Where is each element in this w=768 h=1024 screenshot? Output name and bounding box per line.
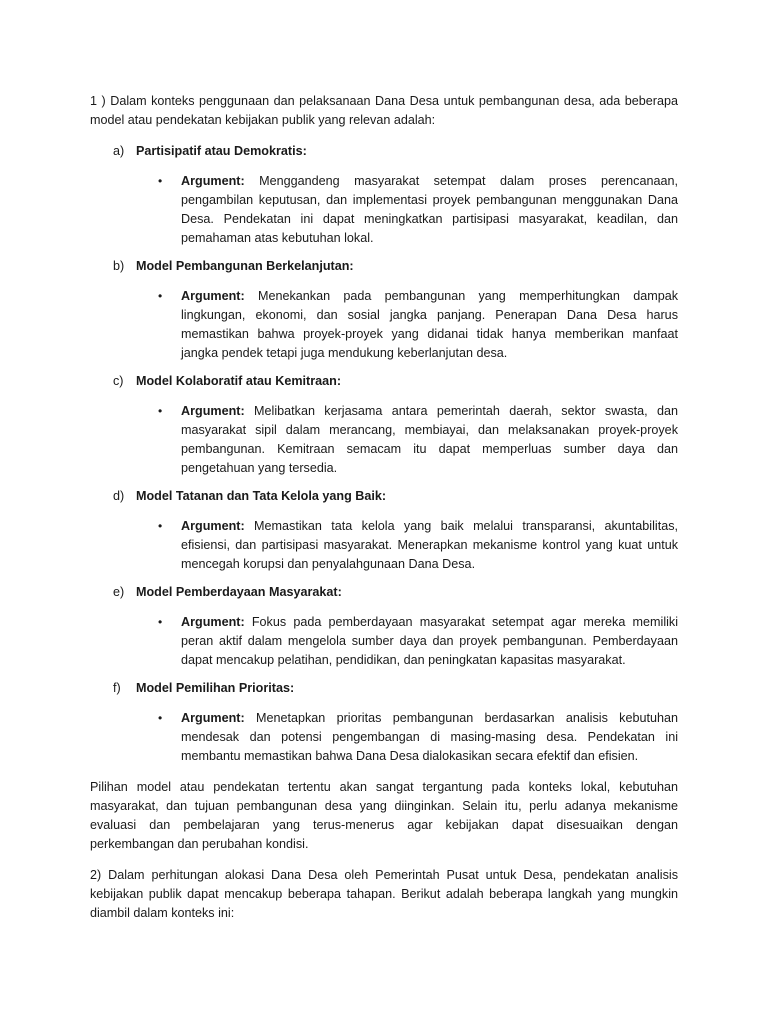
- model-title: Model Kolaboratif atau Kemitraan:: [136, 374, 342, 388]
- model-title: Model Tatanan dan Tata Kelola yang Baik:: [136, 489, 387, 503]
- argument-item-b: [90, 287, 678, 363]
- document-page: [90, 92, 678, 935]
- model-heading-f: [90, 679, 678, 698]
- argument-item-d: [90, 517, 678, 574]
- intro-paragraph: 1 ) Dalam konteks penggunaan dan pelaksanaan Dana Desa untuk pembangunan desa, ada beberapa model atau pendekatan kebijakan publik yang relevan adalah:: [90, 94, 678, 127]
- model-letter: f): [113, 681, 121, 695]
- argument-text: Melibatkan kerjasama antara pemerintah daerah, sektor swasta, dan masyarakat sipil dalam merancang, membiayai, dan melaksanakan proyek-proyek pembangunan. Kemitraan semacam itu dapat memperluas sumber daya dan pengetahuan yang tersedia.: [181, 404, 679, 475]
- bullet-icon: •: [158, 404, 163, 418]
- model-letter: c): [113, 374, 124, 388]
- argument-label: Argument:: [181, 404, 245, 418]
- argument-item-a: [90, 172, 678, 248]
- bullet-icon: •: [158, 615, 163, 629]
- argument-item-f: [90, 709, 678, 766]
- model-title: Model Pembangunan Berkelanjutan:: [136, 259, 354, 273]
- model-title: Model Pemilihan Prioritas:: [136, 681, 295, 695]
- model-letter: d): [113, 489, 125, 503]
- argument-text: Menekankan pada pembangunan yang memperhitungkan dampak lingkungan, ekonomi, dan sosial jangka panjang. Penerapan Dana Desa harus memastikan bahwa proyek-proyek yang didanai tidak hanya memberikan manfaat jangka pendek tetapi juga mendukung keberlanjutan desa.: [181, 289, 678, 360]
- argument-text: Menggandeng masyarakat setempat dalam proses perencanaan, pengambilan keputusan, dan implementasi proyek pembangunan menggunakan Dana Desa. Pendekatan ini dapat meningkatkan partisipasi masyarakat, keadilan, dan pemahaman atas kebutuhan lokal.: [181, 174, 679, 245]
- section-2-paragraph: 2) Dalam perhitungan alokasi Dana Desa oleh Pemerintah Pusat untuk Desa, pendekatan analisis kebijakan publik dapat mencakup beberapa tahapan. Berikut adalah beberapa langkah yang mungkin diambil dalam konteks ini:: [90, 868, 678, 920]
- bullet-icon: •: [158, 711, 163, 725]
- model-letter: e): [113, 585, 125, 599]
- argument-item-c: [90, 402, 678, 478]
- argument-label: Argument:: [181, 174, 245, 188]
- closing-paragraph: Pilihan model atau pendekatan tertentu akan sangat tergantung pada konteks lokal, kebutuhan masyarakat, dan tujuan pembangunan desa yang diinginkan. Selain itu, perlu adanya mekanisme evaluasi dan pembelajaran yang terus-menerus agar kebijakan dapat disesuaikan dengan perkembangan dan perubahan kondisi.: [90, 780, 678, 851]
- model-list: [90, 142, 678, 766]
- model-heading-d: [90, 487, 678, 506]
- model-letter: a): [113, 144, 125, 158]
- argument-text: Menetapkan prioritas pembangunan berdasarkan analisis kebutuhan mendesak dan potensi pengembangan di masing-masing desa. Pendekatan ini membantu memastikan bahwa Dana Desa dialokasikan secara efektif dan efisien.: [181, 711, 678, 763]
- argument-label: Argument:: [181, 289, 245, 303]
- model-letter: b): [113, 259, 125, 273]
- model-title: Partisipatif atau Demokratis:: [136, 144, 307, 158]
- argument-label: Argument:: [181, 519, 245, 533]
- argument-text: Memastikan tata kelola yang baik melalui transparansi, akuntabilitas, efisiensi, dan partisipasi masyarakat. Menerapkan mekanisme kontrol yang kuat untuk mencegah korupsi dan penyalahgunaan Dana Desa.: [181, 519, 679, 571]
- bullet-icon: •: [158, 289, 163, 303]
- argument-text: Fokus pada pemberdayaan masyarakat setempat agar mereka memiliki peran aktif dalam mengelola sumber daya dan proyek pembangunan. Pemberdayaan dapat mencakup pelatihan, pendidikan, dan peningkatan kapasitas masyarakat.: [181, 615, 679, 667]
- model-heading-c: [90, 372, 678, 391]
- bullet-icon: •: [158, 174, 163, 188]
- model-title: Model Pemberdayaan Masyarakat:: [136, 585, 342, 599]
- argument-item-e: [90, 613, 678, 670]
- bullet-icon: •: [158, 519, 163, 533]
- argument-label: Argument:: [181, 711, 245, 725]
- argument-label: Argument:: [181, 615, 245, 629]
- model-heading-e: [90, 583, 678, 602]
- model-heading-b: [90, 257, 678, 276]
- model-heading-a: [90, 142, 678, 161]
